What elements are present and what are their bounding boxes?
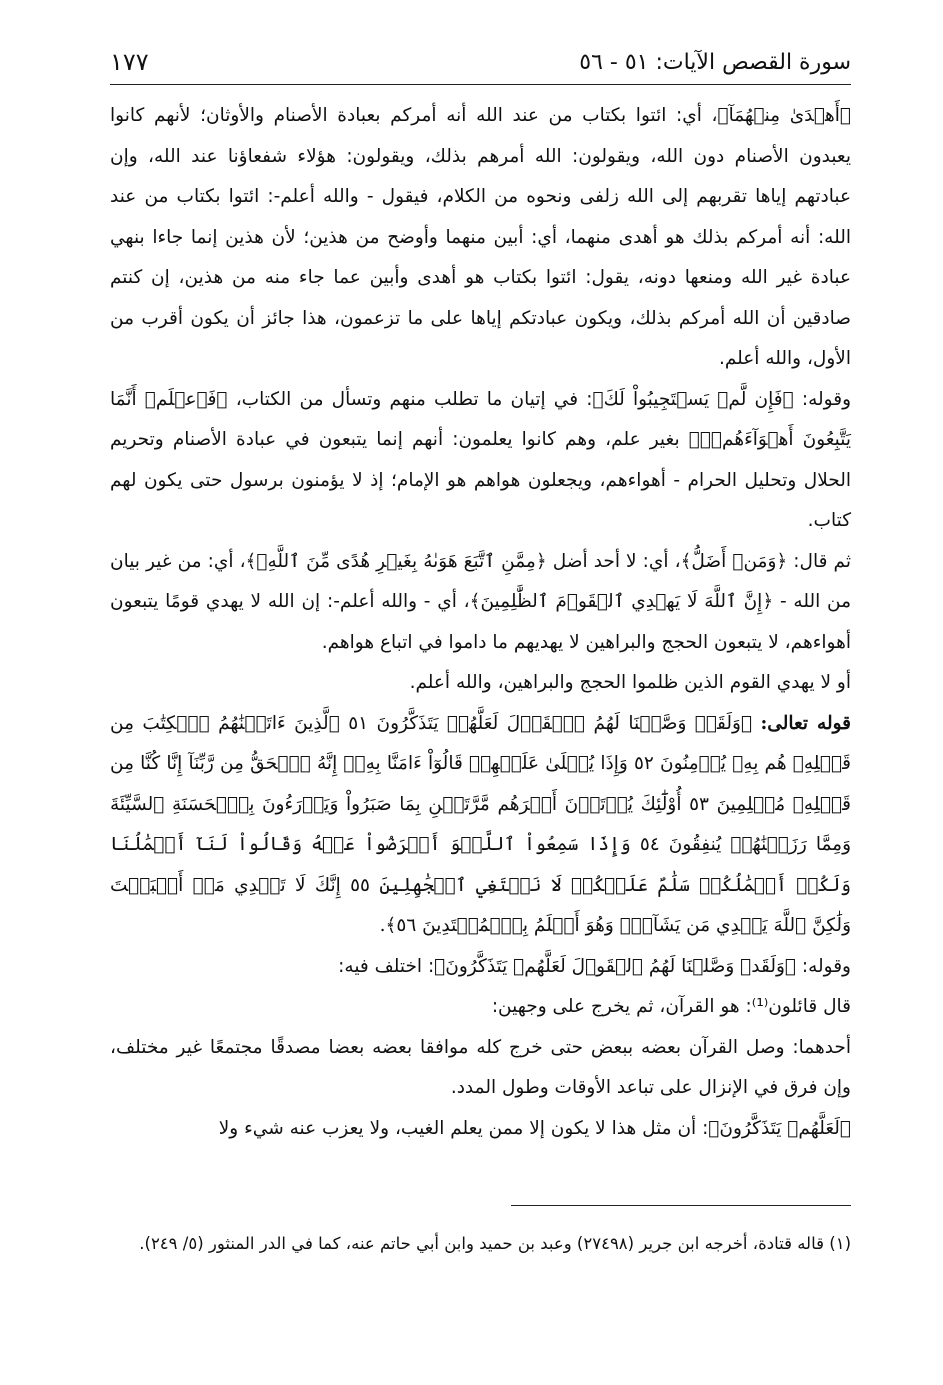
paragraph: ﴿أَهۡدَىٰ مِنۡهُمَآ﴾، أي: ائتوا بكتاب من عند الله أنه أمركم بعبادة الأصنام والأوثان؛ لأنهم كانوا يعبدون الأصنام دون الله، ويقولون: الله أمرهم بذلك، ويقولون: هؤلاء شفعاؤنا عند الله، وإن عبادتهم إياها تقربهم إلى الله زلفى ونحوه من الكلام، فيقول - والله أعلم-: ائتوا بكتاب من عند الله: أنه أمركم بذلك هو أهدى منهما، أي: أبين منهما وأوضح من هذين؛ لأن هذين إنما جاءا بنهي عبادة غير الله ومنعها دونه، يقول: ائتوا بكتاب هو أهدى وأبين عما جاء منه من هذين، إن كنتم صادقين أن الله أمركم بذلك، ويكون عبادتكم إياها على ما تزعمون، هذا جائز أن يكون أقرب من الأول، والله أعلم. — [110, 105, 851, 369]
paragraph: أو لا يهدي القوم الذين ظلموا الحجج والبراهين، والله أعلم. — [409, 672, 851, 693]
page-header — [110, 40, 851, 85]
paragraph: وقوله: ﴿وَلَقَدۡ وَصَّلۡنَا لَهُمُ ٱلۡقَوۡلَ لَعَلَّهُمۡ يَتَذَكَّرُونَ﴾: اختلف فيه: — [338, 955, 851, 977]
paragraph: ثم قال: ﴿وَمَنۡ أَضَلُّ﴾، أي: لا أحد أضل ﴿مِمَّنِ ٱتَّبَعَ هَوَىٰهُ بِغَيۡرِ هُدًى مِّنَ ٱللَّهِۚ﴾، أي: من غير بيان من الله - ﴿إِنَّ ٱللَّهَ لَا يَهۡدِي ٱلۡقَوۡمَ ٱلظَّٰلِمِينَ﴾، أي - والله أعلم-: إن الله لا يهدي قومًا يتبعون أهواءهم، لا يتبعون الحجج والبراهين لا يهديهم ما داموا في اتباع هواهم. — [110, 550, 851, 653]
main-text — [110, 96, 851, 1149]
footnote-divider — [511, 1205, 851, 1206]
paragraph: قال قائلون⁽¹⁾: هو القرآن، ثم يخرج على وجهين: — [491, 996, 851, 1017]
paragraph: وقوله: ﴿فَإِن لَّمۡ يَسۡتَجِيبُواْ لَكَ﴾: في إتيان ما تطلب منهم وتسأل من الكتاب، ﴿فَٱعۡلَمۡ أَنَّمَا يَتَّبِعُونَ أَهۡوَآءَهُمۡۚ﴾ بغير علم، وهم كانوا يعلمون: أنهم إنما يتبعون في عبادة الأصنام وتحريم الحلال وتحليل الحرام - أهواءهم، ويجعلون هواهم هو الإمام؛ إذ لا يؤمنون برسول حتى يكون لهم كتاب. — [110, 388, 851, 531]
verse-heading-label: قوله تعالى: — [760, 712, 851, 734]
verse-block — [110, 704, 851, 947]
paragraph: أحدهما: وصل القرآن بعضه ببعض حتى خرج كله موافقا بعضه بعضا مصدقًا مجتمعًا غير مختلف، وإن فرق في الإنزال على تباعد الأوقات وطول المدد. — [110, 1036, 851, 1098]
footnote: (١) قاله قتادة، أخرجه ابن جرير (٢٧٤٩٨) وعبد بن حميد وابن أبي حاتم عنه، كما في الدر المنثور (٥/ ٢٤٩). — [139, 1234, 851, 1253]
page-number: ١٧٧ — [110, 48, 149, 76]
paragraph: ﴿لَعَلَّهُمۡ يَتَذَكَّرُونَ﴾: أن مثل هذا لا يكون إلا ممن يعلم الغيب، ولا يعزب عنه شيء ولا — [218, 1117, 851, 1139]
running-title: سورة القصص الآيات: ٥١ - ٥٦ — [579, 49, 851, 75]
verse-text: ﴿وَلَقَدۡ وَصَّلۡنَا لَهُمُ ٱلۡقَوۡلَ لَعَلَّهُمۡ يَتَذَكَّرُونَ ٥١ ٱلَّذِينَ ءَاتَيۡنَٰهُمُ ٱلۡكِتَٰبَ مِن قَبۡلِهِۦ هُم بِهِۦ يُؤۡمِنُونَ ٥٢ وَإِذَا يُتۡلَىٰ عَلَيۡهِمۡ قَالُوٓاْ ءَامَنَّا بِهِۦٓ إِنَّهُ ٱلۡحَقُّ مِن رَّبِّنَآ إِنَّا كُنَّا مِن قَبۡلِهِۦ مُسۡلِمِينَ ٥٣ أُوْلَٰٓئِكَ يُؤۡتَوۡنَ أَجۡرَهُم مَّرَّتَيۡنِ بِمَا صَبَرُواْ وَيَدۡرَءُونَ بِٱلۡحَسَنَةِ ٱلسَّيِّئَةَ وَمِمَّا رَزَقۡنَٰهُمۡ يُنفِقُونَ ٥٤ وَإِذَا سَمِعُواْ ٱللَّغۡوَ أَعۡرَضُواْ عَنۡهُ وَقَالُواْ لَنَآ أَعۡمَٰلُنَا وَلَكُمۡ أَعۡمَٰلُكُمۡ سَلَٰمٌ عَلَيۡكُمۡ لَا نَبۡتَغِي ٱلۡجَٰهِلِينَ ٥٥ إِنَّكَ لَا تَهۡدِي مَنۡ أَحۡبَبۡتَ وَلَٰكِنَّ ٱللَّهَ يَهۡدِي مَن يَشَآءُۚ وَهُوَ أَعۡلَمُ بِٱلۡمُهۡتَدِينَ ٥٦﴾. — [110, 712, 852, 936]
